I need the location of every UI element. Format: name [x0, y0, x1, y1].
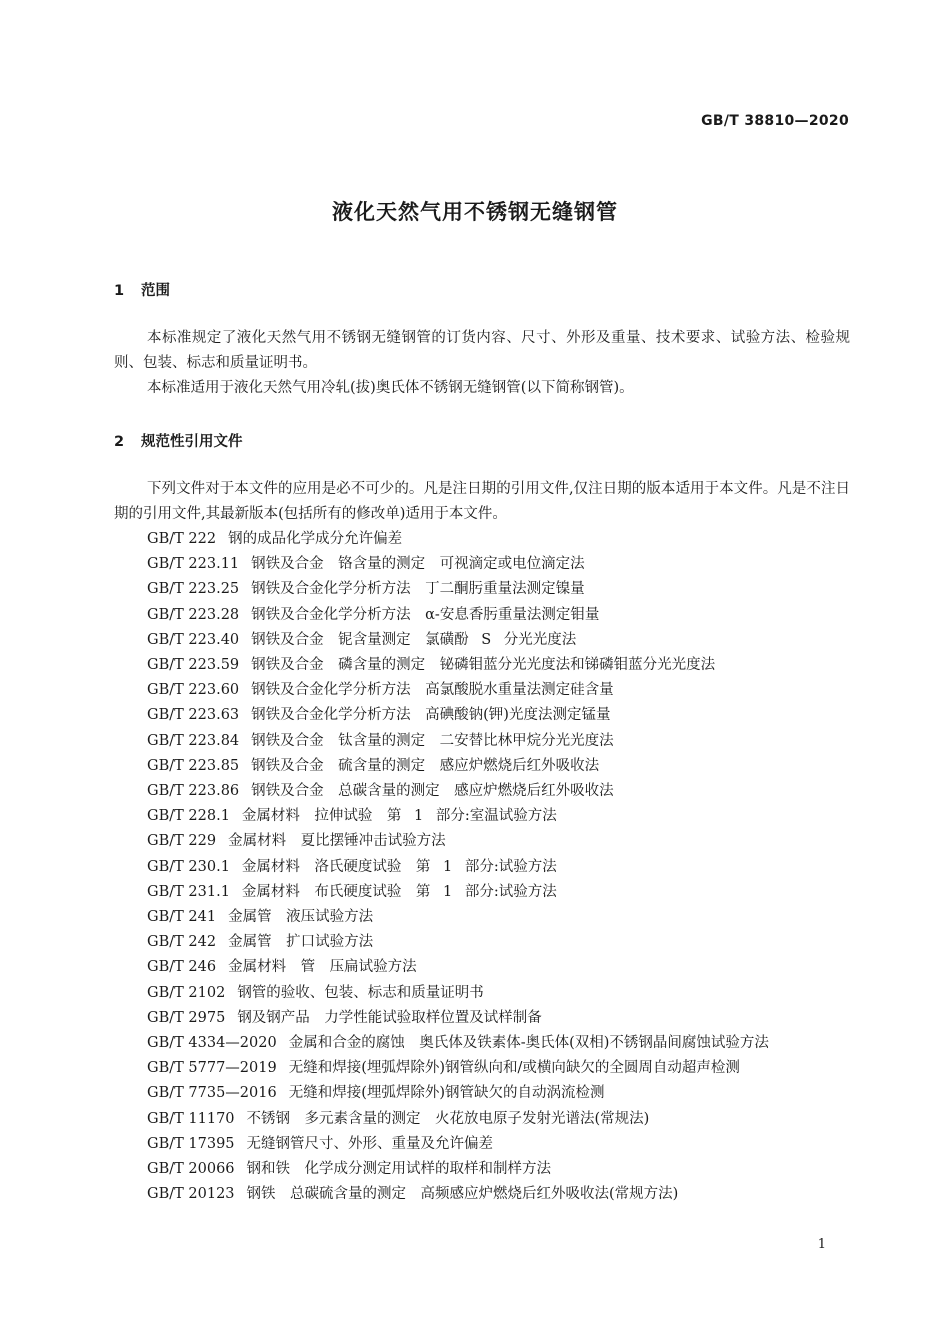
reference-item	[114, 1107, 850, 1132]
reference-title: 钢铁及合金 总碳含量的测定 感应炉燃烧后红外吸收法	[251, 783, 614, 800]
scope-paragraph-2: 本标准适用于液化天然气用冷轧(拔)奥氏体不锈钢无缝钢管(以下简称钢管)。	[147, 380, 634, 396]
reference-code: GB/T 228.1	[147, 808, 230, 825]
reference-code: GB/T 4334—2020	[147, 1035, 277, 1052]
reference-item	[114, 703, 850, 728]
reference-code: GB/T 223.85	[147, 757, 240, 774]
reference-code: GB/T 223.25	[147, 581, 240, 598]
reference-title: 不锈钢 多元素含量的测定 火花放电原子发射光谱法(常规法)	[246, 1110, 650, 1127]
reference-code: GB/T 222	[147, 531, 217, 547]
reference-code: GB/T 223.59	[147, 657, 240, 674]
reference-title: 钢的成品化学成分允许偏差	[228, 531, 403, 547]
reference-title: 金属管 液压试验方法	[228, 909, 374, 926]
reference-code: GB/T 246	[147, 959, 217, 976]
reference-item	[114, 527, 850, 552]
reference-item	[114, 577, 850, 602]
reference-title: 钢管的验收、包装、标志和质量证明书	[237, 984, 484, 1001]
reference-code: GB/T 5777—2019	[147, 1060, 277, 1077]
reference-title: 钢铁及合金 磷含量的测定 铋磷钼蓝分光光度法和锑磷钼蓝分光光度法	[251, 657, 716, 674]
reference-title: 钢和铁 化学成分测定用试样的取样和制样方法	[246, 1161, 552, 1178]
reference-title: 钢铁及合金 钛含量的测定 二安替比林甲烷分光光度法	[251, 732, 614, 749]
reference-title: 无缝钢管尺寸、外形、重量及允许偏差	[246, 1135, 494, 1152]
reference-title: 金属材料 洛氏硬度试验 第 1 部分:试验方法	[241, 858, 557, 875]
reference-title: 钢及钢产品 力学性能试验取样位置及试样制备	[237, 1009, 542, 1026]
reference-item	[114, 955, 850, 980]
reference-code: GB/T 231.1	[147, 883, 230, 900]
reference-code: GB/T 223.86	[147, 783, 240, 800]
reference-title: 钢铁及合金 铬含量的测定 可视滴定或电位滴定法	[251, 556, 585, 573]
reference-title: 钢铁及合金化学分析方法 高氯酸脱水重量法测定硅含量	[251, 682, 614, 699]
reference-item	[114, 981, 850, 1006]
reference-code: GB/T 223.28	[147, 606, 240, 623]
reference-code: GB/T 223.40	[147, 631, 240, 648]
reference-item	[114, 1157, 850, 1182]
section-title: 规范性引用文件	[141, 434, 243, 450]
section-heading-normative-references	[114, 430, 243, 451]
reference-title: 钢铁 总碳硫含量的测定 高频感应炉燃烧后红外吸收法(常规方法)	[246, 1186, 679, 1203]
reference-item	[114, 678, 850, 703]
reference-item	[114, 855, 850, 880]
document-title: 液化天然气用不锈钢无缝钢管	[332, 200, 618, 224]
reference-title: 无缝和焊接(埋弧焊除外)钢管缺欠的自动涡流检测	[288, 1085, 605, 1102]
reference-item	[114, 1031, 850, 1056]
reference-title: 金属材料 夏比摆锤冲击试验方法	[228, 833, 446, 850]
reference-item	[114, 603, 850, 628]
section-number: 2	[114, 434, 125, 450]
scope-paragraph-1: 本标准规定了液化天然气用不锈钢无缝钢管的订货内容、尺寸、外形及重量、技术要求、试验方法、检验规则、包装、标志和质量证明书。	[114, 330, 850, 371]
reference-title: 金属和合金的腐蚀 奥氏体及铁素体-奥氏体(双相)不锈钢晶间腐蚀试验方法	[288, 1035, 769, 1052]
reference-code: GB/T 7735—2016	[147, 1085, 277, 1102]
reference-item	[114, 804, 850, 829]
reference-code: GB/T 223.84	[147, 732, 240, 749]
references-intro-paragraph: 下列文件对于本文件的应用是必不可少的。凡是注日期的引用文件,仅注日期的版本适用于本文件。凡是不注日期的引用文件,其最新版本(包括所有的修改单)适用于本文件。	[114, 481, 850, 522]
reference-list	[114, 527, 850, 1207]
reference-title: 钢铁及合金化学分析方法 α-安息香肟重量法测定钼量	[251, 606, 600, 623]
reference-item	[114, 1132, 850, 1157]
reference-code: GB/T 229	[147, 833, 217, 850]
reference-title: 无缝和焊接(埋弧焊除外)钢管纵向和/或横向缺欠的全圆周自动超声检测	[288, 1060, 740, 1077]
reference-code: GB/T 223.63	[147, 707, 240, 724]
reference-code: GB/T 223.11	[147, 556, 240, 573]
section-number: 1	[114, 283, 125, 299]
reference-code: GB/T 2102	[147, 984, 226, 1001]
reference-item	[114, 829, 850, 854]
reference-item	[114, 1056, 850, 1081]
reference-code: GB/T 2975	[147, 1009, 226, 1026]
reference-title: 金属管 扩口试验方法	[228, 934, 374, 951]
reference-title: 钢铁及合金 硫含量的测定 感应炉燃烧后红外吸收法	[251, 757, 600, 774]
reference-item	[114, 779, 850, 804]
reference-title: 钢铁及合金化学分析方法 高碘酸钠(钾)光度法测定锰量	[251, 707, 611, 724]
reference-item	[114, 1006, 850, 1031]
reference-item	[114, 754, 850, 779]
reference-item	[114, 552, 850, 577]
reference-item	[114, 880, 850, 905]
reference-title: 金属材料 管 压扁试验方法	[228, 959, 417, 976]
reference-item	[114, 1081, 850, 1106]
reference-item	[114, 653, 850, 678]
reference-title: 钢铁及合金化学分析方法 丁二酮肟重量法测定镍量	[251, 581, 585, 598]
reference-code: GB/T 230.1	[147, 858, 230, 875]
standard-code: GB/T 38810—2020	[701, 113, 849, 129]
section-heading-scope	[114, 279, 170, 300]
reference-title: 金属材料 布氏硬度试验 第 1 部分:试验方法	[241, 883, 557, 900]
reference-code: GB/T 241	[147, 909, 217, 926]
reference-item	[114, 930, 850, 955]
reference-code: GB/T 17395	[147, 1135, 235, 1152]
reference-item	[114, 729, 850, 754]
reference-title: 钢铁及合金 铌含量测定 氯磺酚 S 分光光度法	[251, 631, 577, 648]
reference-code: GB/T 223.60	[147, 682, 240, 699]
reference-code: GB/T 11170	[147, 1110, 235, 1127]
reference-item	[114, 1182, 850, 1207]
reference-code: GB/T 20123	[147, 1186, 235, 1203]
section-title: 范围	[141, 283, 170, 299]
reference-title: 金属材料 拉伸试验 第 1 部分:室温试验方法	[241, 808, 557, 825]
reference-code: GB/T 242	[147, 934, 217, 951]
reference-item	[114, 628, 850, 653]
page-number: 1	[817, 1237, 826, 1252]
reference-code: GB/T 20066	[147, 1161, 235, 1178]
reference-item	[114, 905, 850, 930]
